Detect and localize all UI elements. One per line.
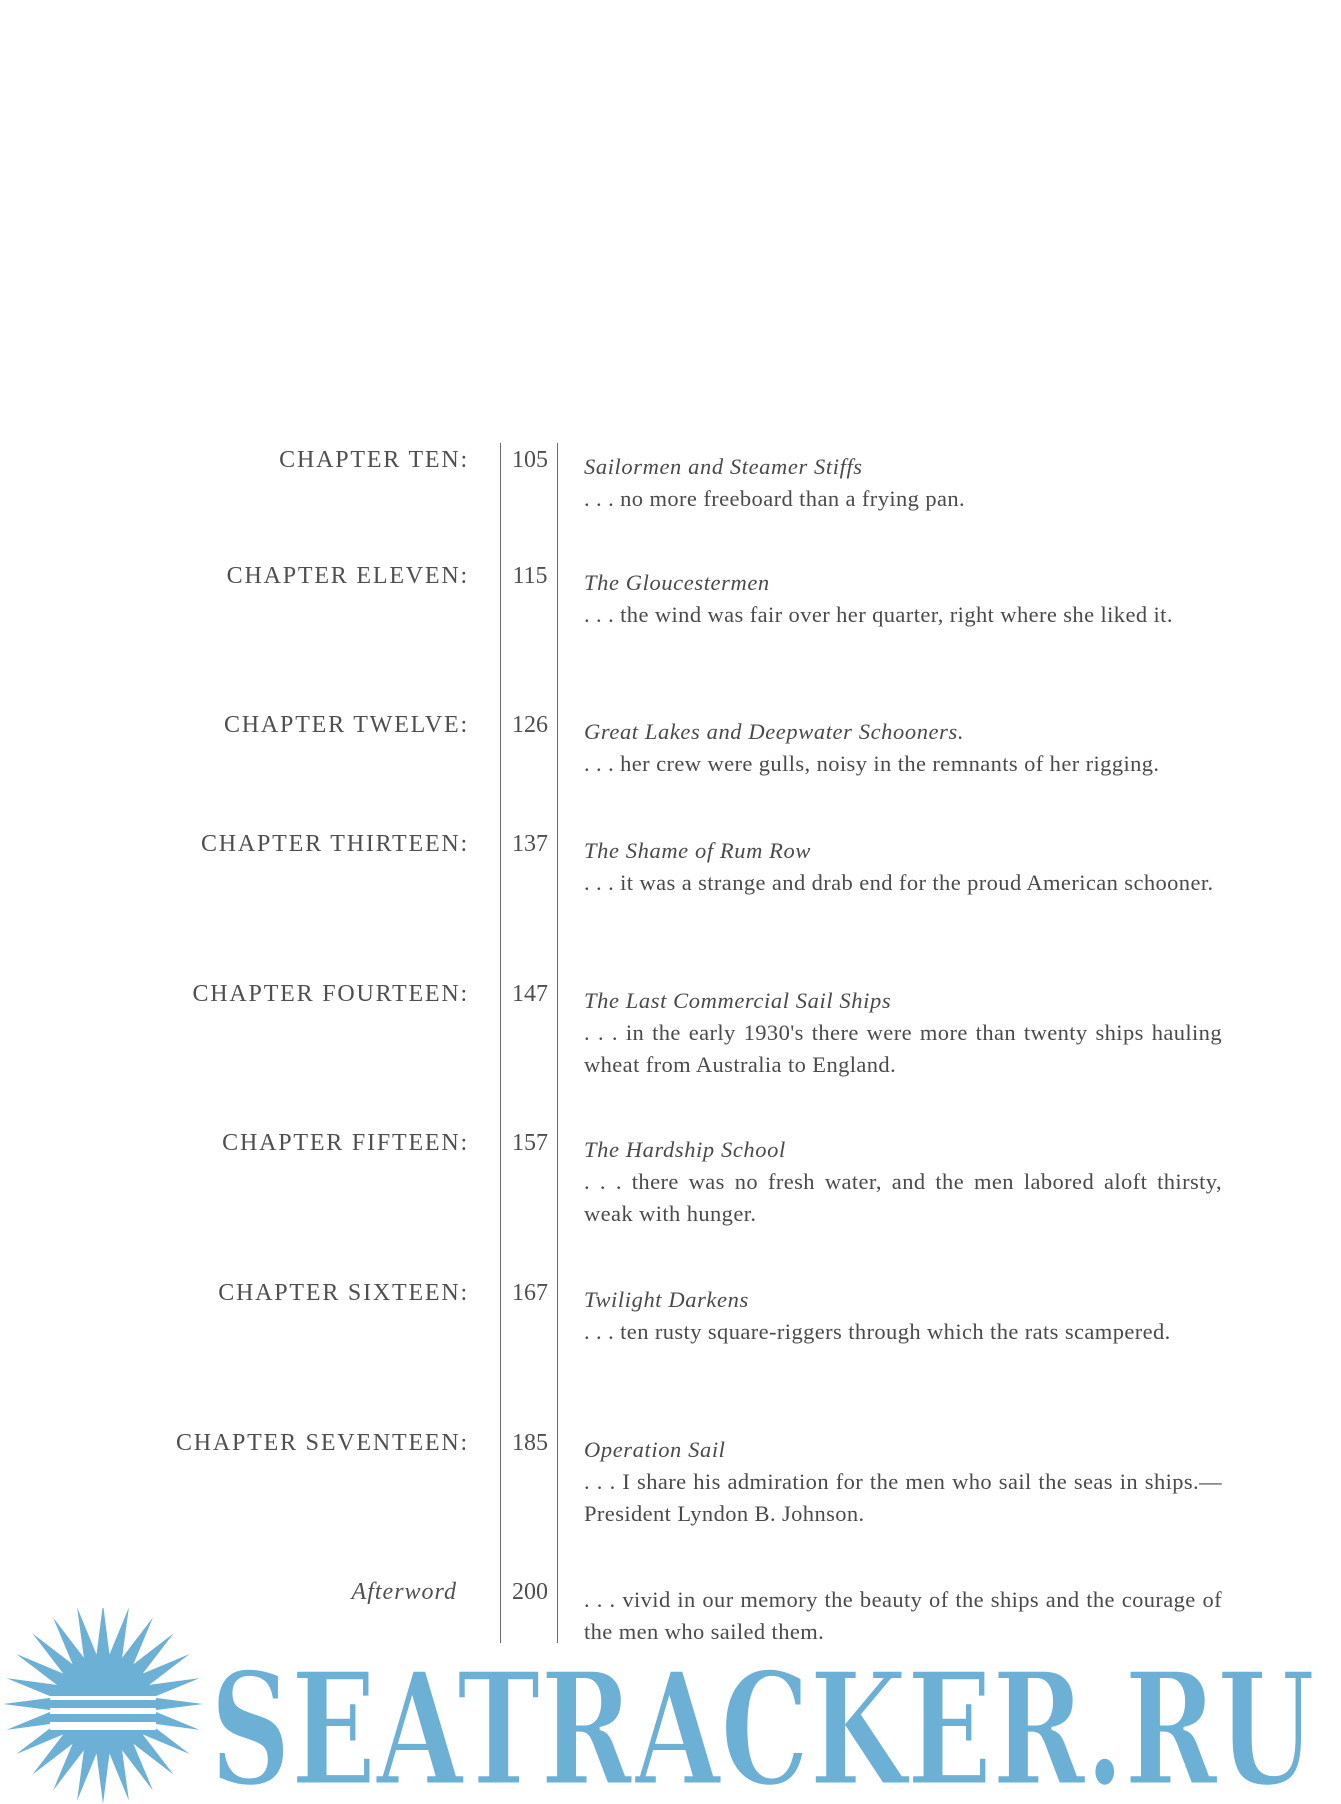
chapter-description: . . . it was a strange and drab end for the proud American schooner.: [584, 870, 1214, 895]
entry-body: [584, 451, 1222, 515]
chapter-label: CHAPTER SIXTEEN:: [218, 1280, 469, 1306]
page-number: 126: [512, 712, 548, 738]
sun-logo-icon: [3, 1608, 203, 1804]
page-number: 115: [512, 563, 548, 589]
watermark: [0, 1608, 1341, 1804]
chapter-title: The Gloucestermen: [584, 570, 770, 595]
entry-body: [584, 985, 1222, 1081]
entry-body: [584, 716, 1222, 780]
chapter-label: CHAPTER TWELVE:: [223, 712, 469, 738]
chapter-description: . . . I share his admiration for the men who sail the seas in ships.—President Lyndon B. Johnson.: [584, 1469, 1222, 1526]
chapter-label: CHAPTER TEN:: [279, 447, 469, 473]
page-number: 105: [512, 447, 548, 473]
page-number: 200: [512, 1579, 548, 1605]
entry-body: [584, 1134, 1222, 1230]
page-number: 157: [512, 1130, 548, 1156]
entry-body: [584, 567, 1222, 631]
chapter-description: . . . no more freeboard than a frying pan.: [584, 486, 966, 511]
chapter-title: Sailormen and Steamer Stiffs: [584, 454, 863, 479]
chapter-title: Operation Sail: [584, 1437, 726, 1462]
chapter-label: CHAPTER FIFTEEN:: [222, 1130, 469, 1156]
chapter-description: . . . the wind was fair over her quarter, right where she liked it.: [584, 602, 1173, 627]
chapter-title: Great Lakes and Deepwater Schooners.: [584, 719, 965, 744]
chapter-label: CHAPTER SEVENTEEN:: [175, 1430, 469, 1456]
page-number: 137: [512, 831, 548, 857]
chapter-label: CHAPTER FOURTEEN:: [192, 981, 469, 1007]
entry-body: [584, 1284, 1222, 1348]
chapter-label: CHAPTER ELEVEN:: [226, 563, 469, 589]
chapter-title: Twilight Darkens: [584, 1287, 749, 1312]
chapter-title: The Shame of Rum Row: [584, 838, 811, 863]
chapter-description: . . . in the early 1930's there were more than twenty ships hauling wheat from Australia to England.: [584, 1020, 1222, 1077]
watermark-text: SEATRACKER.RU: [210, 1638, 1315, 1804]
page-number: 185: [512, 1430, 548, 1456]
page-number: 167: [512, 1280, 548, 1306]
column-rule-left: [500, 443, 501, 1643]
afterword-label: Afterword: [351, 1579, 457, 1605]
chapter-title: The Last Commercial Sail Ships: [584, 988, 892, 1013]
page-number: 147: [512, 981, 548, 1007]
chapter-title: The Hardship School: [584, 1137, 786, 1162]
chapter-description: . . . her crew were gulls, noisy in the remnants of her rigging.: [584, 751, 1160, 776]
entry-body: [584, 835, 1222, 899]
column-rule-right: [557, 443, 558, 1643]
chapter-description: . . . there was no fresh water, and the men labored aloft thirsty, weak with hunger.: [584, 1169, 1222, 1226]
chapter-label: CHAPTER THIRTEEN:: [200, 831, 469, 857]
chapter-description: . . . ten rusty square-riggers through which the rats scampered.: [584, 1319, 1171, 1344]
entry-body: [584, 1434, 1222, 1530]
afterword-description: . . . vivid in our memory the beauty of the ships and the courage of the men who sailed them.: [584, 1587, 1222, 1644]
